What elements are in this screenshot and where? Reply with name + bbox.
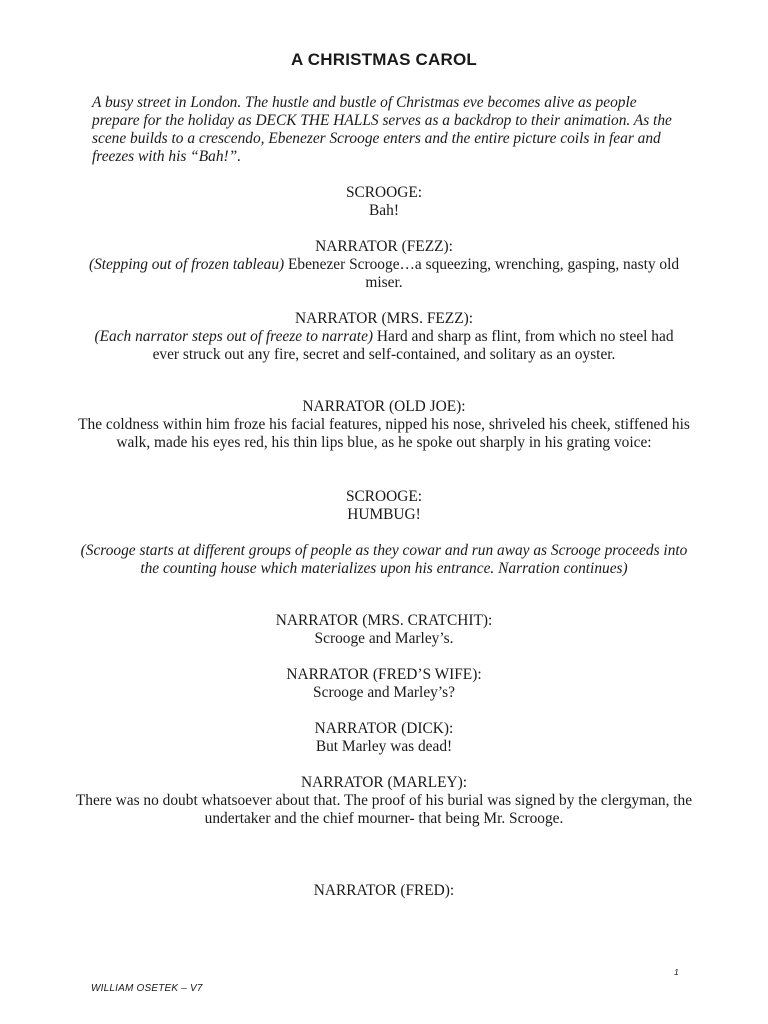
intro-text-post: serves as a backdrop to their animation. As the scene builds to a crescendo, Ebenezer Scrooge enters and the entire picture coils in fear and freezes with his “Bah!”. (92, 112, 672, 165)
dialogue-block-fezz (80, 238, 688, 292)
speaker-name: NARRATOR (FRED’S WIFE): (286, 666, 482, 683)
speaker-name: NARRATOR (DICK): (314, 720, 454, 737)
dialogue-block-fred (80, 882, 688, 900)
intro-song-title: DECK THE HALLS (255, 112, 379, 129)
document-title: A CHRISTMAS CAROL (291, 50, 477, 69)
dialogue-line: Ebenezer Scrooge…a squeezing, wrenching, gasping, nasty old miser. (284, 256, 680, 291)
dialogue-block-scrooge-1 (80, 184, 688, 220)
dialogue-block-freds-wife (80, 666, 688, 702)
page-number: 1 (674, 967, 679, 977)
dialogue-text (80, 328, 688, 364)
dialogue-block-mrs-fezz (80, 310, 688, 364)
speaker-name: SCROOGE: (345, 488, 423, 505)
dialogue-line: Scrooge and Marley’s? (313, 684, 455, 701)
stage-direction: (Each narrator steps out of freeze to narrate) (94, 328, 374, 345)
stage-direction: (Scrooge starts at different groups of people as they cowar and run away as Scrooge proceeds into the counting house which materializes upon his entrance. Narration continues) (80, 542, 688, 577)
dialogue-block-marley (70, 774, 698, 828)
dialogue-block-mrs-cratchit (80, 612, 688, 648)
speaker-name: SCROOGE: (345, 184, 423, 201)
dialogue-line: HUMBUG! (347, 506, 421, 523)
speaker-name: NARRATOR (MRS. FEZZ): (294, 310, 473, 327)
dialogue-line: There was no doubt whatsoever about that. The proof of his burial was signed by the clergyman, the undertaker and the chief mourner- that being Mr. Scrooge. (75, 792, 693, 827)
stage-direction-intro (92, 94, 682, 166)
speaker-name: NARRATOR (OLD JOE): (302, 398, 466, 415)
footer-author-version: WILLIAM OSETEK – V7 (91, 983, 203, 994)
dialogue-line: Scrooge and Marley’s. (314, 630, 454, 647)
dialogue-line: But Marley was dead! (315, 738, 453, 755)
dialogue-text (80, 256, 688, 292)
dialogue-block-scrooge-2 (80, 488, 688, 524)
dialogue-line: Hard and sharp as flint, from which no steel had ever struck out any fire, secret and self-contained, and solitary as an oyster. (152, 328, 674, 363)
dialogue-block-dick (80, 720, 688, 756)
speaker-name: NARRATOR (MARLEY): (300, 774, 468, 791)
dialogue-block-old-joe (70, 398, 698, 452)
intro-text-pre: A busy street in London. The hustle and bustle of Christmas eve becomes alive as people prepare for the holiday as (92, 94, 637, 129)
dialogue-line: The coldness within him froze his facial features, nipped his nose, shriveled his cheek, stiffened his walk, made his eyes red, his thin lips blue, as he spoke out sharply in his grating voice: (78, 416, 690, 451)
dialogue-line: Bah! (369, 202, 399, 219)
speaker-name: NARRATOR (FRED): (313, 882, 455, 899)
stage-direction-block (70, 542, 698, 578)
speaker-name: NARRATOR (FEZZ): (315, 238, 453, 255)
stage-direction: (Stepping out of frozen tableau) (88, 256, 285, 273)
speaker-name: NARRATOR (MRS. CRATCHIT): (275, 612, 493, 629)
